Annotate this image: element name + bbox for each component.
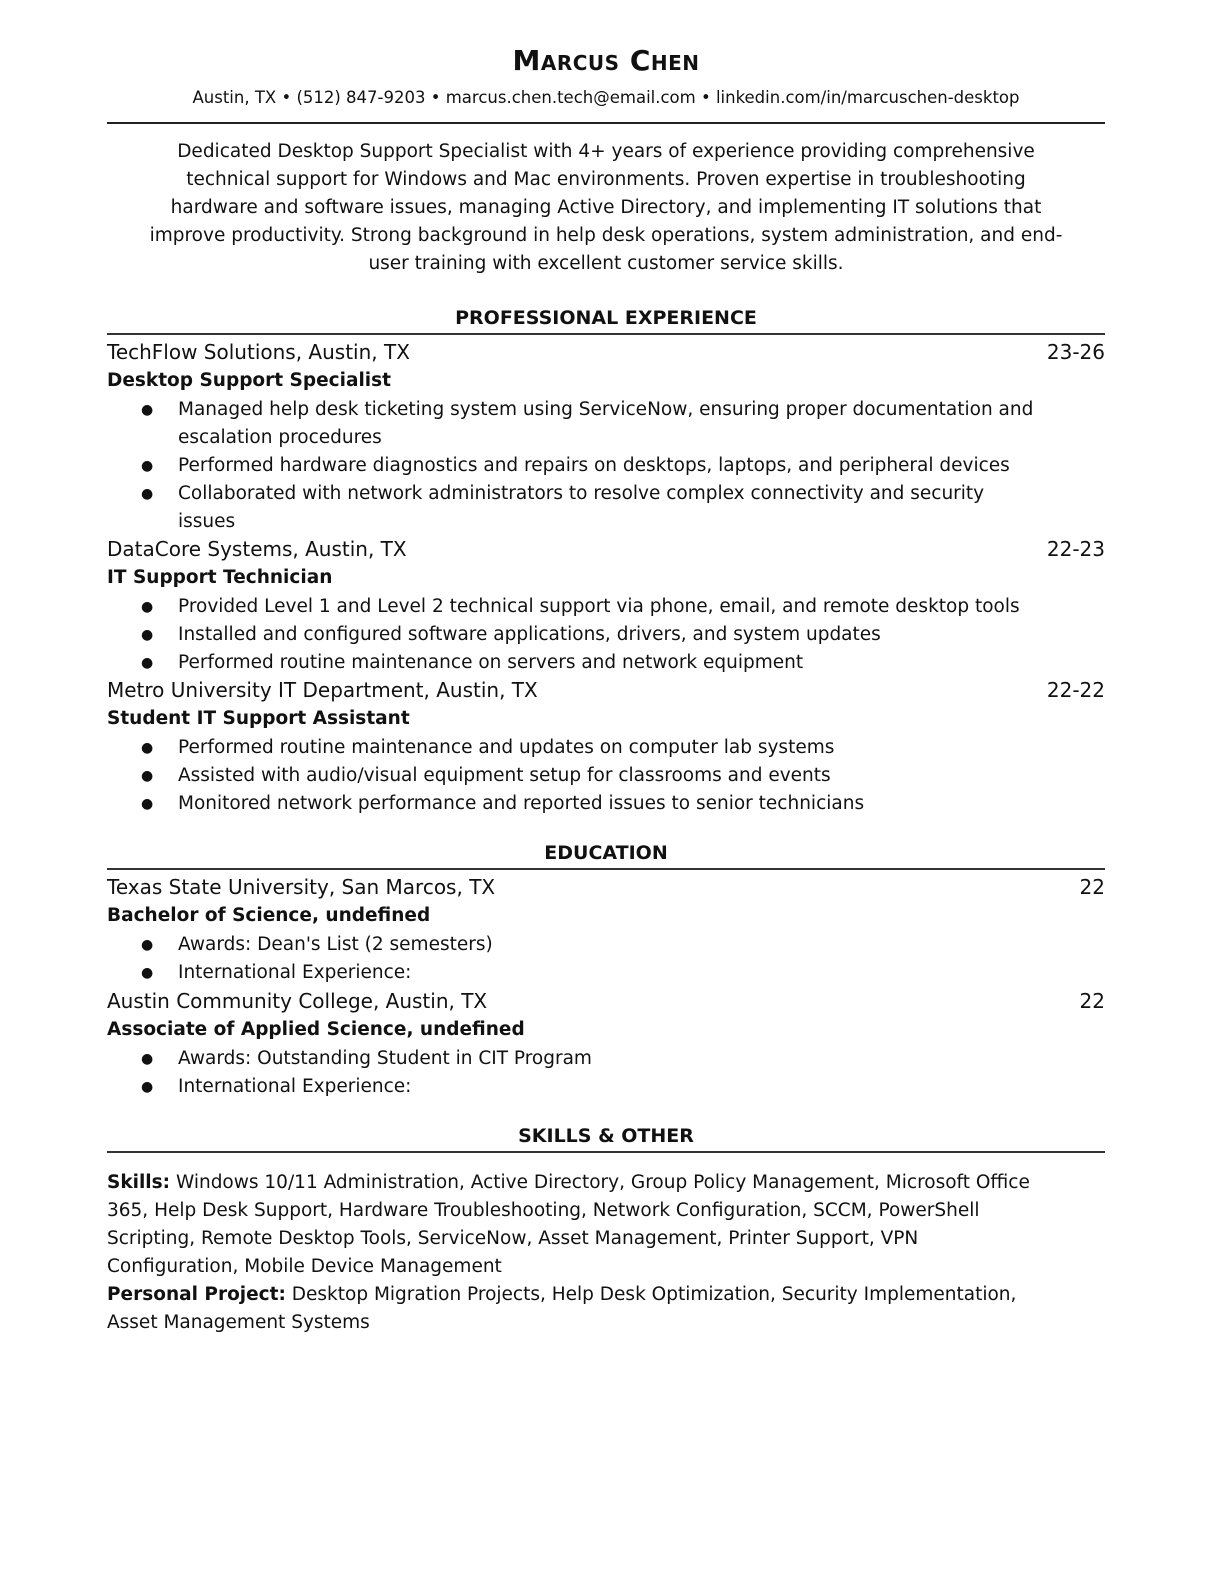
summary-line: user training with excellent customer service skills. <box>368 253 844 274</box>
section-title-education: EDUCATION <box>544 842 668 864</box>
school-org: Texas State University, San Marcos, TX <box>107 875 496 899</box>
job-org: DataCore Systems, Austin, TX <box>107 537 407 561</box>
job-org: Metro University IT Department, Austin, TX <box>107 678 538 702</box>
contact-line: Austin, TX • (512) 847-9203 • marcus.chen.tech@email.com • linkedin.com/in/marcuschen-desktop <box>192 88 1020 107</box>
job-org: TechFlow Solutions, Austin, TX <box>107 340 410 364</box>
bullet-icon: ● <box>141 655 154 671</box>
project-paragraph: Personal Project: Desktop Migration Projects, Help Desk Optimization, Security Implementation, Asset Management Systems <box>107 1284 1017 1333</box>
bullet-icon: ● <box>141 768 154 784</box>
bullet-icon: ● <box>141 796 154 812</box>
job-date: 23-26 <box>1046 340 1105 364</box>
bullet-icon: ● <box>141 1079 154 1095</box>
job-date: 22-22 <box>1046 678 1105 702</box>
degree: Bachelor of Science, undefined <box>107 905 431 926</box>
bullet-icon: ● <box>141 937 154 953</box>
job-role: Desktop Support Specialist <box>107 370 391 391</box>
section-title-experience: PROFESSIONAL EXPERIENCE <box>455 307 757 329</box>
bullet-icon: ● <box>141 965 154 981</box>
bullet-icon: ● <box>141 627 154 643</box>
summary-line: hardware and software issues, managing Active Directory, and implementing IT solutions that <box>170 197 1042 218</box>
section-divider <box>107 868 1105 870</box>
section-divider <box>107 333 1105 335</box>
section-divider <box>107 1151 1105 1153</box>
section-title-skills: SKILLS & OTHER <box>518 1125 694 1147</box>
school-date: 22 <box>1079 875 1105 899</box>
summary <box>107 138 1105 278</box>
job-role: IT Support Technician <box>107 567 333 588</box>
bullet-icon: ● <box>141 458 154 474</box>
job-role: Student IT Support Assistant <box>107 708 410 729</box>
bullet-icon: ● <box>141 599 154 615</box>
skills-paragraph: Skills: Windows 10/11 Administration, Active Directory, Group Policy Management, Microsoft Office 365, Help Desk Support, Hardware Troubleshooting, Network Configuration, SCCM, PowerShell Scripting, Remote Desktop Tools, ServiceNow, Asset Management, Printer Support, VPN Configuration, Mobile Device Management <box>107 1172 1030 1277</box>
bullet-icon: ● <box>141 486 154 502</box>
header-divider <box>107 122 1105 124</box>
candidate-name: Marcus Chen <box>512 44 700 77</box>
summary-line: Dedicated Desktop Support Specialist with 4+ years of experience providing comprehensive <box>177 141 1035 162</box>
skills-label: Skills: <box>107 1172 171 1193</box>
summary-line: technical support for Windows and Mac environments. Proven expertise in troubleshooting <box>186 169 1026 190</box>
school-date: 22 <box>1079 989 1105 1013</box>
school-org: Austin Community College, Austin, TX <box>107 989 488 1013</box>
bullet-icon: ● <box>141 1051 154 1067</box>
project-label: Personal Project: <box>107 1284 286 1305</box>
degree: Associate of Applied Science, undefined <box>107 1019 525 1040</box>
job-date: 22-23 <box>1046 537 1105 561</box>
summary-line: improve productivity. Strong background in help desk operations, system administration, and end- <box>149 225 1063 246</box>
bullet-icon: ● <box>141 402 154 418</box>
bullet-icon: ● <box>141 740 154 756</box>
